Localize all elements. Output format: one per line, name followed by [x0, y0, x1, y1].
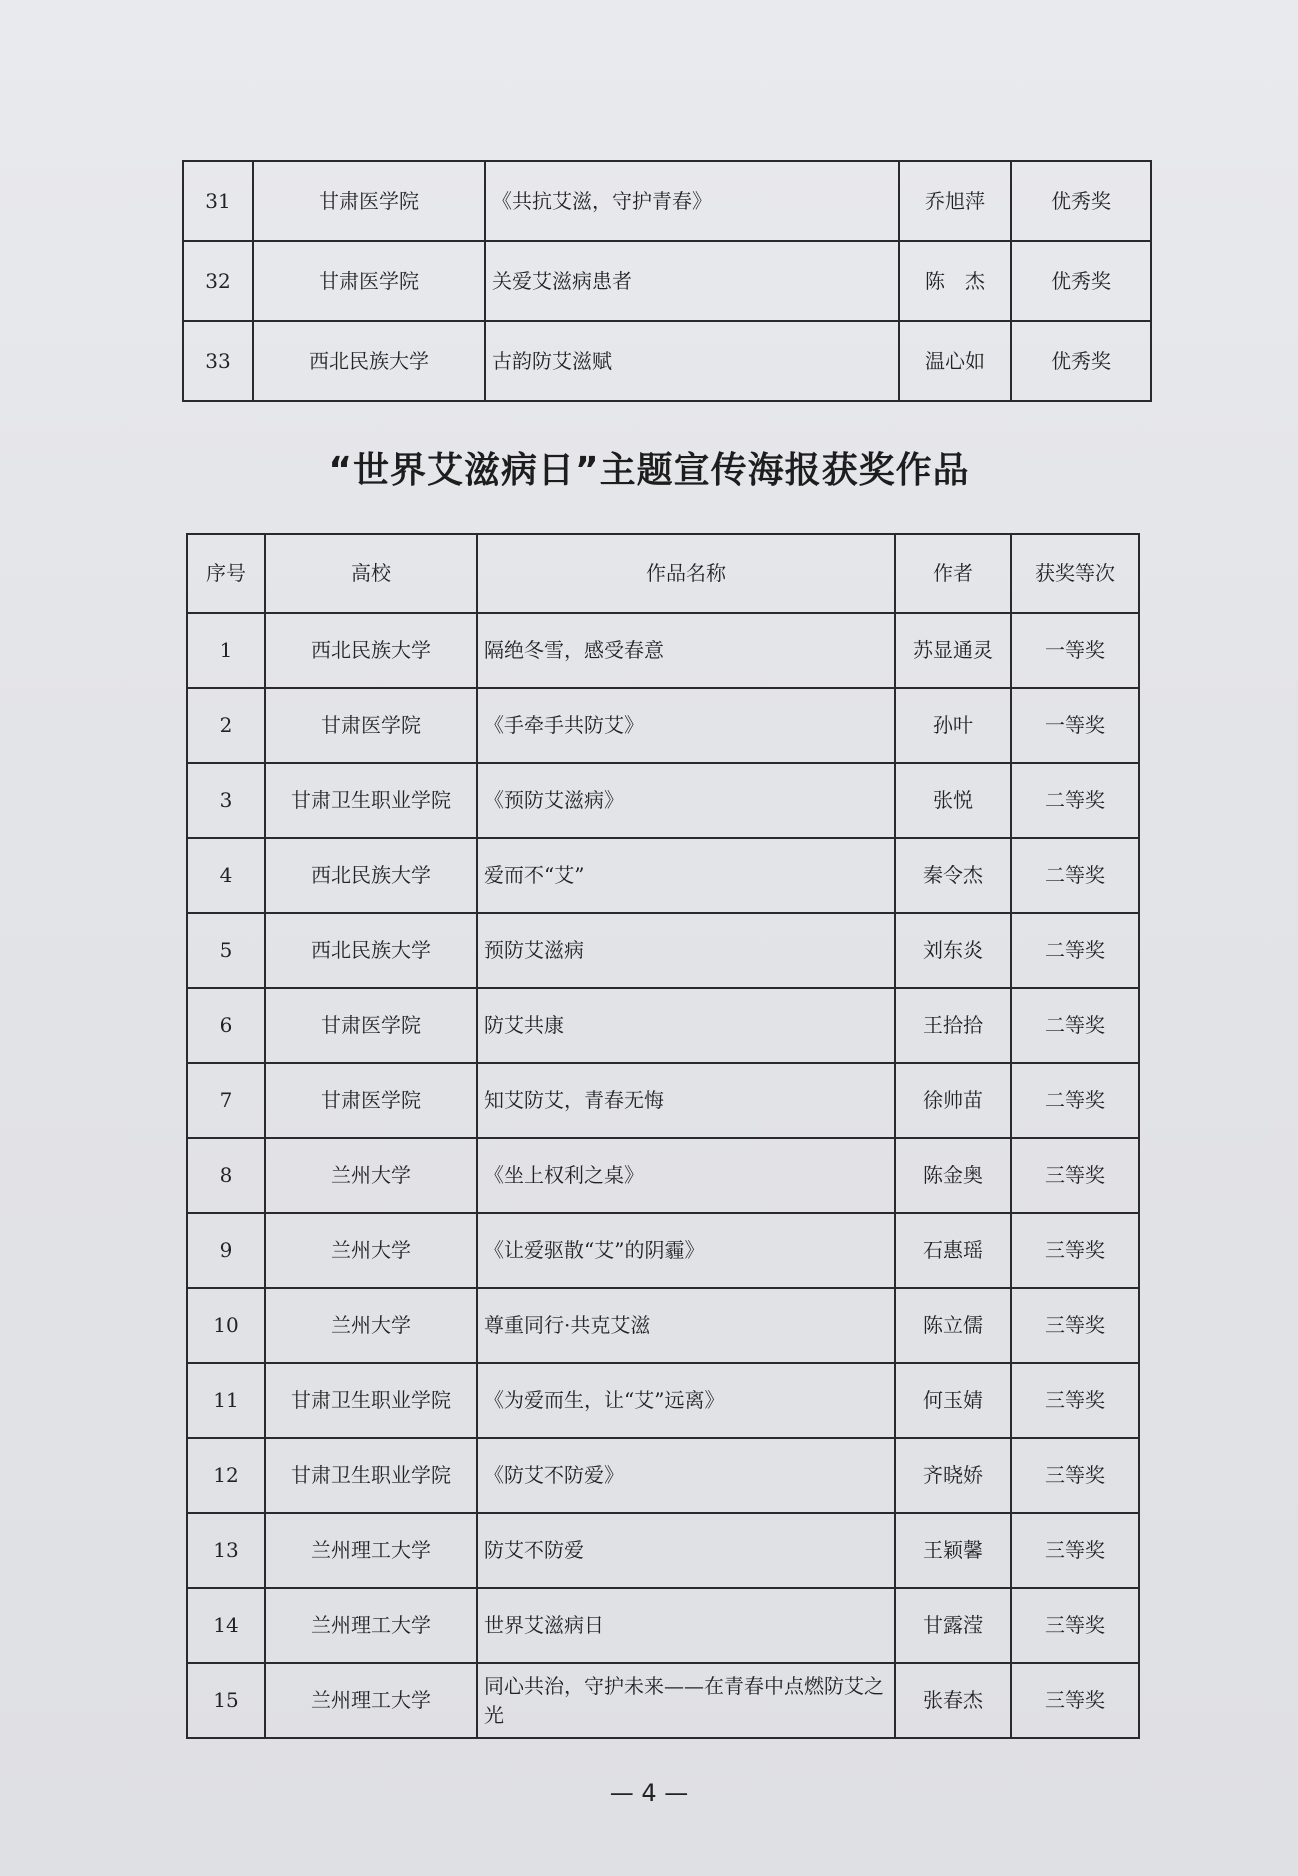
row-number: 12 — [187, 1438, 265, 1513]
table-row — [187, 1138, 1139, 1213]
work-title: 防艾共康 — [477, 988, 895, 1063]
author-name: 温心如 — [899, 321, 1011, 401]
award-level: 二等奖 — [1011, 763, 1139, 838]
award-level: 二等奖 — [1011, 838, 1139, 913]
table-row — [187, 1588, 1139, 1663]
school-name: 甘肃卫生职业学院 — [265, 1438, 477, 1513]
table-row — [187, 613, 1139, 688]
work-title: 同心共治，守护未来——在青春中点燃防艾之光 — [477, 1663, 895, 1738]
table-row — [187, 688, 1139, 763]
table-row — [187, 1213, 1139, 1288]
author-name: 苏显通灵 — [895, 613, 1011, 688]
school-name: 西北民族大学 — [265, 838, 477, 913]
work-title: 关爱艾滋病患者 — [485, 241, 899, 321]
table-row — [187, 1438, 1139, 1513]
row-number: 8 — [187, 1138, 265, 1213]
award-level: 一等奖 — [1011, 688, 1139, 763]
award-level: 三等奖 — [1011, 1138, 1139, 1213]
row-number: 2 — [187, 688, 265, 763]
award-level: 一等奖 — [1011, 613, 1139, 688]
row-number: 7 — [187, 1063, 265, 1138]
row-number: 31 — [183, 161, 253, 241]
work-title: 《防艾不防爱》 — [477, 1438, 895, 1513]
header-no: 序号 — [187, 534, 265, 613]
school-name: 兰州理工大学 — [265, 1663, 477, 1738]
row-number: 6 — [187, 988, 265, 1063]
table-row — [187, 763, 1139, 838]
page-number: — 4 — — [609, 1779, 689, 1807]
award-level: 二等奖 — [1011, 1063, 1139, 1138]
row-number: 15 — [187, 1663, 265, 1738]
author-name: 徐帅苗 — [895, 1063, 1011, 1138]
school-name: 兰州理工大学 — [265, 1588, 477, 1663]
work-title: 《坐上权利之桌》 — [477, 1138, 895, 1213]
award-level: 三等奖 — [1011, 1588, 1139, 1663]
school-name: 甘肃卫生职业学院 — [265, 1363, 477, 1438]
author-name: 张悦 — [895, 763, 1011, 838]
award-level: 三等奖 — [1011, 1363, 1139, 1438]
author-name: 王拾拾 — [895, 988, 1011, 1063]
award-level: 三等奖 — [1011, 1288, 1139, 1363]
table-row — [183, 321, 1151, 401]
author-name: 秦令杰 — [895, 838, 1011, 913]
table-row — [187, 988, 1139, 1063]
table-row — [187, 1363, 1139, 1438]
author-name: 甘露滢 — [895, 1588, 1011, 1663]
school-name: 兰州理工大学 — [265, 1513, 477, 1588]
row-number: 5 — [187, 913, 265, 988]
header-award: 获奖等次 — [1011, 534, 1139, 613]
author-name: 齐晓娇 — [895, 1438, 1011, 1513]
work-title: 《为爱而生，让“艾”远离》 — [477, 1363, 895, 1438]
table-row — [187, 1063, 1139, 1138]
school-name: 甘肃医学院 — [253, 161, 485, 241]
section-title: “世界艾滋病日”主题宣传海报获奖作品 — [328, 450, 970, 491]
school-name: 甘肃医学院 — [265, 1063, 477, 1138]
row-number: 33 — [183, 321, 253, 401]
row-number: 4 — [187, 838, 265, 913]
work-title: 隔绝冬雪，感受春意 — [477, 613, 895, 688]
school-name: 西北民族大学 — [253, 321, 485, 401]
award-level: 优秀奖 — [1011, 321, 1151, 401]
work-title: 爱而不“艾” — [477, 838, 895, 913]
work-title: 《共抗艾滋，守护青春》 — [485, 161, 899, 241]
header-author: 作者 — [895, 534, 1011, 613]
author-name: 何玉婧 — [895, 1363, 1011, 1438]
row-number: 10 — [187, 1288, 265, 1363]
author-name: 刘东炎 — [895, 913, 1011, 988]
work-title: 《手牵手共防艾》 — [477, 688, 895, 763]
work-title: 尊重同行·共克艾滋 — [477, 1288, 895, 1363]
poster-awards-table — [186, 533, 1140, 1739]
award-level: 二等奖 — [1011, 913, 1139, 988]
row-number: 9 — [187, 1213, 265, 1288]
author-name: 王颖馨 — [895, 1513, 1011, 1588]
work-title: 古韵防艾滋赋 — [485, 321, 899, 401]
award-level: 三等奖 — [1011, 1438, 1139, 1513]
author-name: 张春杰 — [895, 1663, 1011, 1738]
school-name: 甘肃卫生职业学院 — [265, 763, 477, 838]
table-row — [183, 161, 1151, 241]
award-level: 三等奖 — [1011, 1663, 1139, 1738]
work-title: 《让爱驱散“艾”的阴霾》 — [477, 1213, 895, 1288]
author-name: 陈立儒 — [895, 1288, 1011, 1363]
school-name: 甘肃医学院 — [265, 988, 477, 1063]
work-title: 预防艾滋病 — [477, 913, 895, 988]
author-name: 石惠瑶 — [895, 1213, 1011, 1288]
table-row — [183, 241, 1151, 321]
table-row — [187, 1663, 1139, 1738]
header-school: 高校 — [265, 534, 477, 613]
row-number: 11 — [187, 1363, 265, 1438]
table-row — [187, 838, 1139, 913]
row-number: 13 — [187, 1513, 265, 1588]
row-number: 3 — [187, 763, 265, 838]
header-title: 作品名称 — [477, 534, 895, 613]
work-title: 《预防艾滋病》 — [477, 763, 895, 838]
school-name: 西北民族大学 — [265, 913, 477, 988]
awards-table-continued-body — [183, 161, 1151, 401]
row-number: 14 — [187, 1588, 265, 1663]
school-name: 兰州大学 — [265, 1213, 477, 1288]
table-row — [187, 913, 1139, 988]
table-row — [187, 1513, 1139, 1588]
school-name: 甘肃医学院 — [265, 688, 477, 763]
award-level: 优秀奖 — [1011, 161, 1151, 241]
school-name: 兰州大学 — [265, 1288, 477, 1363]
award-level: 三等奖 — [1011, 1513, 1139, 1588]
author-name: 乔旭萍 — [899, 161, 1011, 241]
awards-table-continued — [182, 160, 1152, 402]
award-level: 优秀奖 — [1011, 241, 1151, 321]
author-name: 陈金奥 — [895, 1138, 1011, 1213]
work-title: 知艾防艾，青春无悔 — [477, 1063, 895, 1138]
table-header-row — [187, 534, 1139, 613]
row-number: 32 — [183, 241, 253, 321]
school-name: 西北民族大学 — [265, 613, 477, 688]
table-row — [187, 1288, 1139, 1363]
award-level: 三等奖 — [1011, 1213, 1139, 1288]
author-name: 陈 杰 — [899, 241, 1011, 321]
school-name: 兰州大学 — [265, 1138, 477, 1213]
row-number: 1 — [187, 613, 265, 688]
school-name: 甘肃医学院 — [253, 241, 485, 321]
work-title: 防艾不防爱 — [477, 1513, 895, 1588]
author-name: 孙叶 — [895, 688, 1011, 763]
award-level: 二等奖 — [1011, 988, 1139, 1063]
poster-awards-table-body — [187, 613, 1139, 1738]
work-title: 世界艾滋病日 — [477, 1588, 895, 1663]
